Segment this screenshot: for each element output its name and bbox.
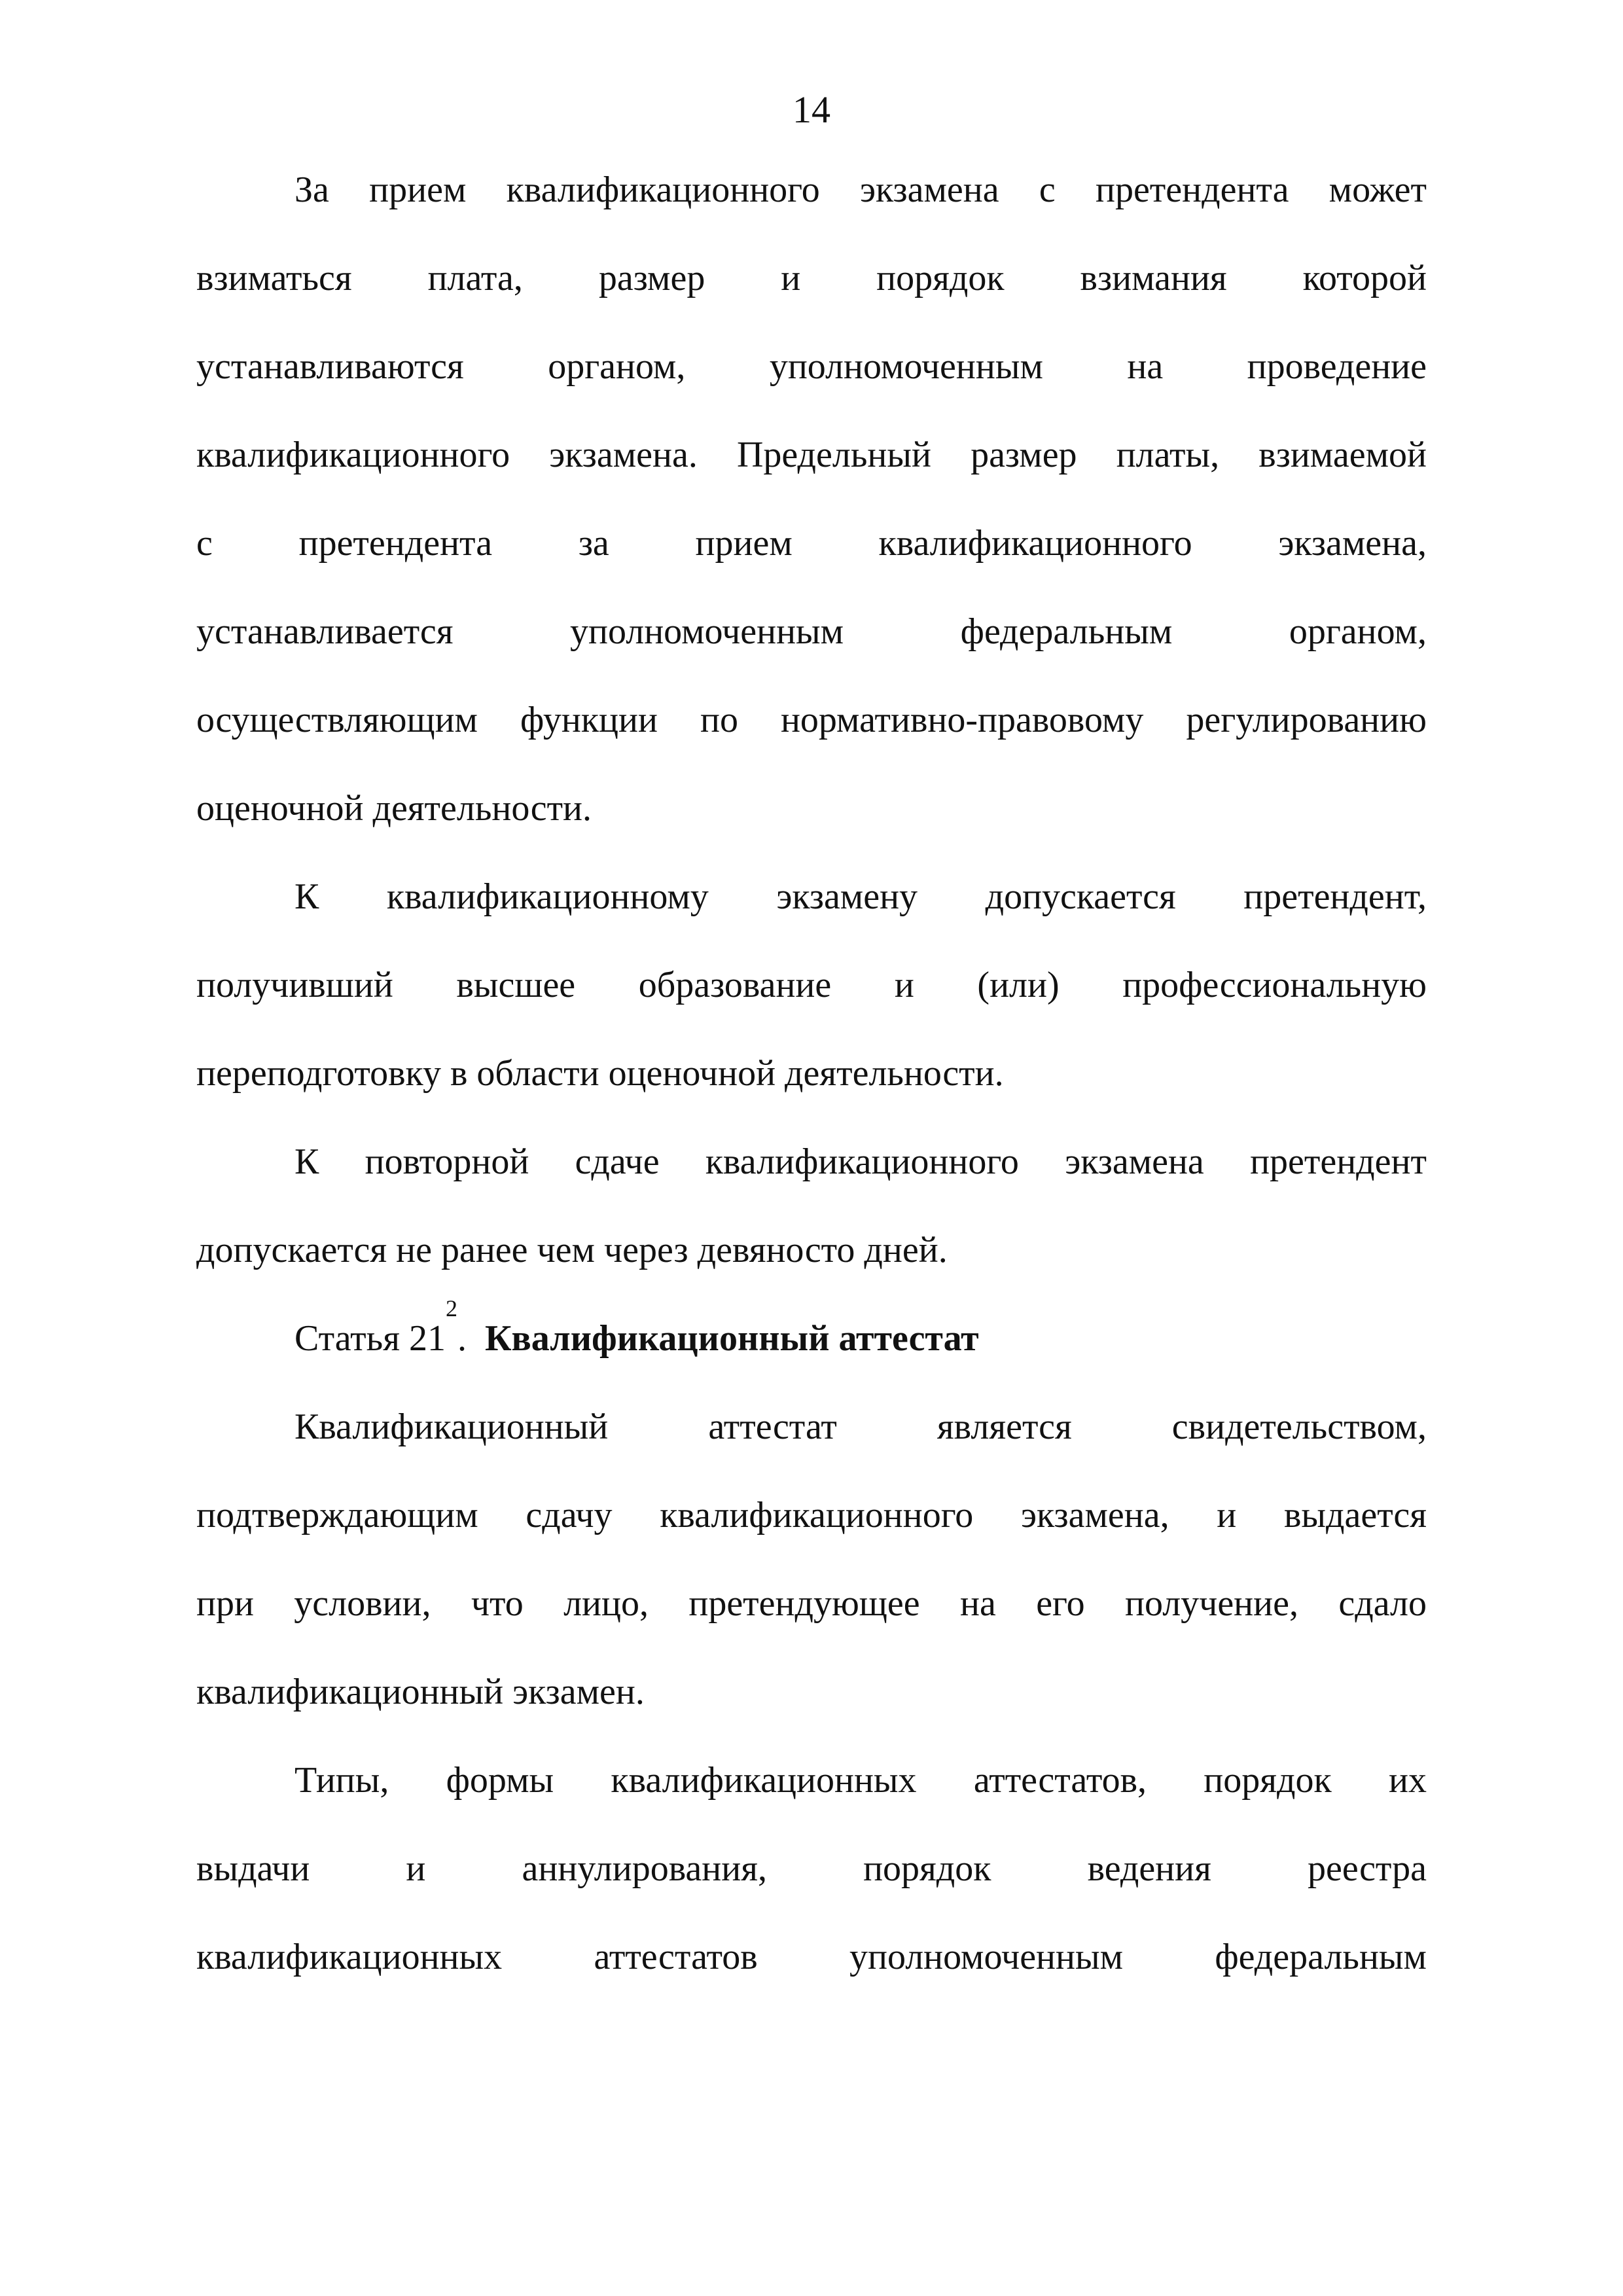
word: и xyxy=(781,258,801,298)
word: уполномоченным xyxy=(570,611,844,652)
word: и xyxy=(406,1848,426,1889)
word: подтверждающим xyxy=(196,1495,478,1535)
word: квалификационного xyxy=(878,523,1192,564)
word: экзамена, xyxy=(1278,523,1427,564)
word: высшее xyxy=(456,965,576,1005)
text-line-content: переподготовку в области оценочной деятельности. xyxy=(196,1053,1004,1094)
word: квалификационного xyxy=(196,435,510,475)
word: сдаче xyxy=(575,1141,660,1182)
word: реестра xyxy=(1307,1848,1427,1889)
word: органом, xyxy=(1289,611,1427,652)
word: которой xyxy=(1302,258,1427,298)
article-heading xyxy=(196,1295,1427,1401)
text-line xyxy=(196,1754,1427,1842)
word: претендующее xyxy=(688,1583,920,1624)
word: взимания xyxy=(1080,258,1227,298)
word: повторной xyxy=(365,1141,529,1182)
text-line xyxy=(196,870,1427,959)
word: квалификационных xyxy=(196,1937,503,1977)
text-line xyxy=(196,340,1427,429)
word: Типы, xyxy=(294,1760,389,1801)
word: функции xyxy=(520,700,658,740)
word: (или) xyxy=(977,965,1060,1005)
word: размер xyxy=(598,258,705,298)
word: лицо, xyxy=(563,1583,649,1624)
page-number: 14 xyxy=(793,88,830,131)
word: порядок xyxy=(1204,1760,1332,1801)
word: на xyxy=(1127,346,1164,387)
text-line xyxy=(196,517,1427,605)
word: его xyxy=(1036,1583,1085,1624)
word: и xyxy=(894,965,914,1005)
word: органом, xyxy=(548,346,686,387)
word: за xyxy=(578,523,609,564)
word: регулированию xyxy=(1186,700,1427,740)
word: профессиональную xyxy=(1122,965,1427,1005)
word: квалификационного xyxy=(705,1141,1019,1182)
word: экзамена xyxy=(860,170,999,210)
word: взиматься xyxy=(196,258,352,298)
word: нормативно-правовому xyxy=(780,700,1144,740)
text-line xyxy=(196,782,1427,870)
word: выдачи xyxy=(196,1848,310,1889)
word: аттестат xyxy=(708,1407,837,1447)
word: За xyxy=(294,170,329,210)
word: взимаемой xyxy=(1258,435,1427,475)
word: Квалификационный xyxy=(294,1407,609,1447)
word: порядок xyxy=(876,258,1005,298)
word: устанавливаются xyxy=(196,346,464,387)
word: платы, xyxy=(1116,435,1220,475)
text-line xyxy=(196,1401,1427,1489)
word: при xyxy=(196,1583,254,1624)
word: претендент xyxy=(1250,1141,1427,1182)
word: с xyxy=(196,523,213,564)
body-text xyxy=(196,164,1427,2019)
text-line xyxy=(196,252,1427,340)
text-line xyxy=(196,1224,1427,1312)
article-number-dot: . xyxy=(457,1318,467,1359)
text-line xyxy=(196,605,1427,694)
word: уполномоченным xyxy=(769,346,1043,387)
word: экзамена. xyxy=(549,435,698,475)
word: порядок xyxy=(863,1848,991,1889)
text-line xyxy=(196,429,1427,517)
word: по xyxy=(700,700,738,740)
word: К xyxy=(294,876,319,917)
text-line xyxy=(196,164,1427,252)
word: сдало xyxy=(1338,1583,1427,1624)
word: квалификационного xyxy=(660,1495,974,1535)
word: и xyxy=(1217,1495,1237,1535)
text-line xyxy=(196,1489,1427,1577)
article-number-superscript: 2 xyxy=(445,1295,457,1321)
word: прием xyxy=(695,523,793,564)
word: проведение xyxy=(1247,346,1427,387)
text-line-content: допускается не ранее чем через девяносто дней. xyxy=(196,1230,948,1270)
word: что xyxy=(471,1583,524,1624)
word: ведения xyxy=(1087,1848,1211,1889)
word: экзамену xyxy=(776,876,918,917)
text-line-content: квалификационный экзамен. xyxy=(196,1672,645,1712)
word: может xyxy=(1329,170,1427,210)
text-line xyxy=(196,959,1427,1047)
word: уполномоченным xyxy=(849,1937,1124,1977)
word: размер xyxy=(971,435,1077,475)
text-line xyxy=(196,1842,1427,1931)
word: образование xyxy=(638,965,832,1005)
word: претендент, xyxy=(1243,876,1427,917)
text-line-content: оценочной деятельности. xyxy=(196,788,592,829)
word: аттестатов xyxy=(594,1937,758,1977)
word: Предельный xyxy=(736,435,931,475)
word: допускается xyxy=(985,876,1176,917)
word: плата, xyxy=(427,258,523,298)
word: экзамена, xyxy=(1020,1495,1169,1535)
word: с xyxy=(1039,170,1056,210)
article-title: Квалификационный аттестат xyxy=(484,1318,979,1359)
word: федеральным xyxy=(1215,1937,1427,1977)
text-line xyxy=(196,1577,1427,1666)
word: условии, xyxy=(294,1583,431,1624)
word: устанавливается xyxy=(196,611,454,652)
word: прием xyxy=(369,170,467,210)
word: их xyxy=(1388,1760,1427,1801)
word: получение, xyxy=(1124,1583,1298,1624)
word: К xyxy=(294,1141,319,1182)
text-line xyxy=(196,1666,1427,1754)
article-number: Статья 21 xyxy=(294,1318,446,1359)
word: экзамена xyxy=(1065,1141,1204,1182)
word: квалификационному xyxy=(386,876,709,917)
word: претендента xyxy=(1095,170,1289,210)
word: на xyxy=(960,1583,996,1624)
word: выдается xyxy=(1283,1495,1427,1535)
word: претендента xyxy=(298,523,493,564)
word: осуществляющим xyxy=(196,700,478,740)
word: федеральным xyxy=(960,611,1173,652)
text-line xyxy=(196,694,1427,782)
word: является xyxy=(936,1407,1072,1447)
word: формы xyxy=(446,1760,554,1801)
word: квалификационного xyxy=(506,170,820,210)
text-line xyxy=(196,1931,1427,2019)
text-line xyxy=(196,1047,1427,1136)
word: аннулирования, xyxy=(522,1848,767,1889)
word: сдачу xyxy=(526,1495,613,1535)
word: получивший xyxy=(196,965,393,1005)
text-line xyxy=(196,1136,1427,1224)
word: аттестатов, xyxy=(973,1760,1147,1801)
word: квалификационных xyxy=(611,1760,917,1801)
word: свидетельством, xyxy=(1171,1407,1427,1447)
